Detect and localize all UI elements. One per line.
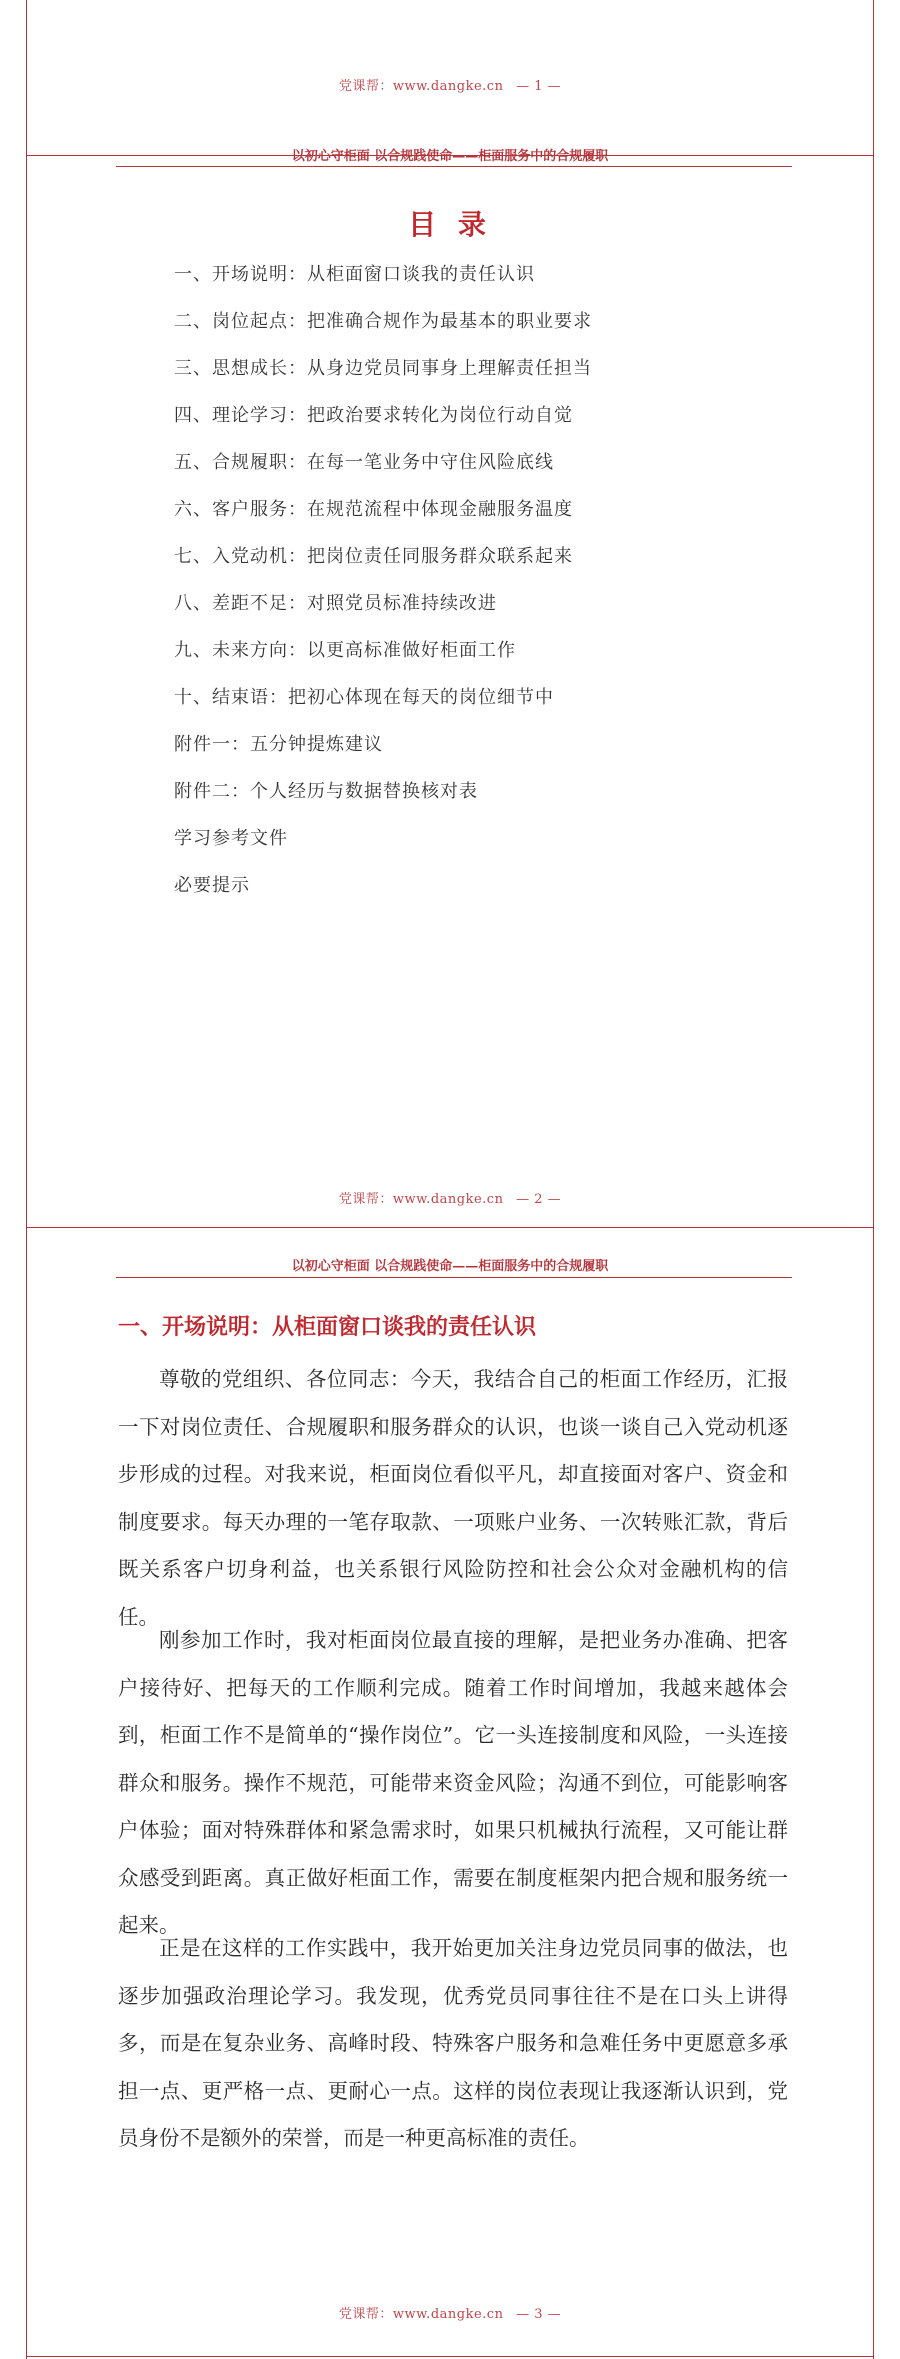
toc-title: 目 录: [408, 208, 492, 241]
footer-page-number: — 2 —: [516, 1192, 562, 1207]
page-footer-3: [0, 2303, 900, 2322]
toc-item: 十、结束语：把初心体现在每天的岗位细节中: [174, 687, 554, 708]
footer-site: 党课帮：www.dangke.cn: [338, 79, 504, 94]
toc-item: 六、客户服务：在规范流程中体现金融服务温度: [174, 499, 573, 520]
footer-page-number: — 1 —: [516, 79, 562, 94]
toc-item: 学习参考文件: [174, 828, 288, 849]
toc-item: 二、岗位起点：把准确合规作为最基本的职业要求: [174, 311, 592, 332]
toc-item: 必要提示: [174, 875, 250, 896]
toc-item: 七、入党动机：把岗位责任同服务群众联系起来: [174, 546, 573, 567]
section-heading: 一、开场说明：从柜面窗口谈我的责任认识: [118, 1315, 537, 1340]
footer-page-number: — 3 —: [516, 2307, 562, 2322]
footer-site: 党课帮：www.dangke.cn: [338, 2307, 504, 2322]
page-footer-1: [0, 75, 900, 94]
toc-item: 八、差距不足：对照党员标准持续改进: [174, 593, 497, 614]
footer-site: 党课帮：www.dangke.cn: [338, 1192, 504, 1207]
body-paragraph: 尊敬的党组织、各位同志：今天，我结合自己的柜面工作经历，汇报一下对岗位责任、合规履职和服务群众的认识，也谈一谈自己入党动机逐步形成的过程。对我来说，柜面岗位看似平凡，却直接面对客户、资金和制度要求。每天办理的一笔存取款、一项账户业务、一次转账汇款，背后既关系客户切身利益，也关系银行风险防控和社会公众对金融机构的信任。: [118, 1367, 788, 1629]
header-rule: [116, 1277, 792, 1278]
toc-item: 三、思想成长：从身边党员同事身上理解责任担当: [174, 358, 592, 379]
body-paragraph: 刚参加工作时，我对柜面岗位最直接的理解，是把业务办准确、把客户接待好、把每天的工作顺利完成。随着工作时间增加，我越来越体会到，柜面工作不是简单的“操作岗位”。它一头连接制度和风险，一头连接群众和服务。操作不规范，可能带来资金风险；沟通不到位，可能影响客户体验；面对特殊群体和紧急需求时，如果只机械执行流程，又可能让群众感受到距离。真正做好柜面工作，需要在制度框架内把合规和服务统一起来。: [118, 1628, 788, 1937]
toc-item: 四、理论学习：把政治要求转化为岗位行动自觉: [174, 405, 573, 426]
toc-item: 附件二：个人经历与数据替换核对表: [174, 781, 478, 802]
toc-item: 附件一：五分钟提炼建议: [174, 734, 383, 755]
running-header: 以初心守柜面 以合规践使命——柜面服务中的合规履职: [291, 149, 609, 164]
toc-item: 五、合规履职：在每一笔业务中守住风险底线: [174, 452, 554, 473]
toc-item: 九、未来方向：以更高标准做好柜面工作: [174, 640, 516, 661]
toc-item: 一、开场说明：从柜面窗口谈我的责任认识: [174, 264, 535, 285]
page-bottom-border: [26, 2356, 874, 2357]
header-rule: [116, 166, 792, 167]
body-paragraph: 正是在这样的工作实践中，我开始更加关注身边党员同事的做法，也逐步加强政治理论学习。我发现，优秀党员同事往往不是在口头上讲得多，而是在复杂业务、高峰时段、特殊客户服务和急难任务中更愿意多承担一点、更严格一点、更耐心一点。这样的岗位表现让我逐渐认识到，党员身份不是额外的荣誉，而是一种更高标准的责任。: [118, 1936, 788, 2150]
running-header: 以初心守柜面 以合规践使命——柜面服务中的合规履职: [291, 1259, 609, 1274]
page-footer-2: [0, 1188, 900, 1207]
